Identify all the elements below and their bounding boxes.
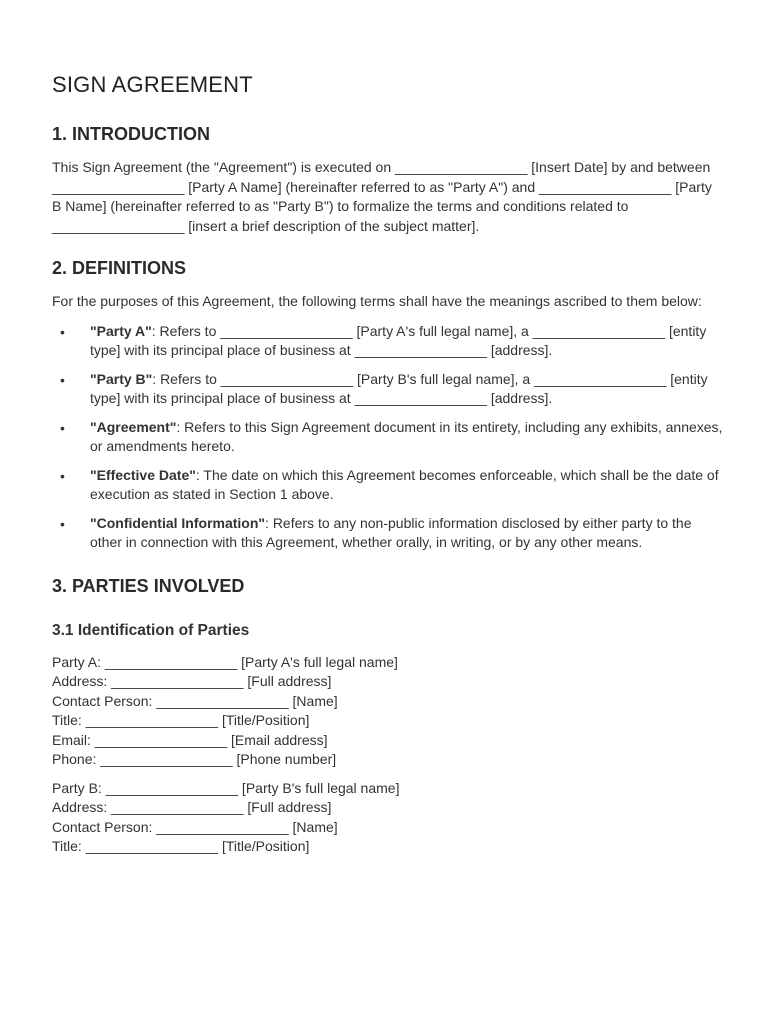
party-b-name-line: Party B: _________________ [Party B's full legal name] <box>52 779 400 796</box>
definitions-intro: For the purposes of this Agreement, the following terms shall have the meanings ascribed to them below: <box>52 293 702 309</box>
definition-text: : Refers to any non-public information disclosed by either party to the other in connection with this Agreement, whether orally, in writing, or by any other means. <box>90 514 692 550</box>
definition-text: : Refers to _________________ [Party B's full legal name], a _________________ [entity type] with its principal place of business at _________________ [address]. <box>90 370 708 406</box>
definition-term: "Confidential Information" <box>90 514 266 531</box>
document-title: SIGN AGREEMENT <box>52 72 253 97</box>
party-a-name-line: Party A: _________________ [Party A's full legal name] <box>52 653 398 670</box>
definition-item <box>52 514 724 553</box>
party-a-address-line: Address: _________________ [Full address] <box>52 673 332 689</box>
bullet-icon: • <box>60 419 65 436</box>
section-heading-parties: 3. PARTIES INVOLVED <box>52 575 245 596</box>
party-b-fields <box>52 779 770 857</box>
introduction-paragraph: This Sign Agreement (the "Agreement") is executed on _________________ [Insert Date] by and between _________________ [Party A Name] (hereinafter referred to as "Party A") and _________________ [Party B Name] (hereinafter referred to as "Party B") to formalize the terms and conditions related to _________________ [insert a brief description of the subject matter]. <box>52 159 712 234</box>
definition-item <box>52 466 724 505</box>
definition-term: "Party A" <box>90 322 152 339</box>
definition-term: "Party B" <box>90 370 153 387</box>
party-a-title-line: Title: _________________ [Title/Position] <box>52 712 310 728</box>
subsection-heading-identification: 3.1 Identification of Parties <box>52 621 250 639</box>
bullet-icon: • <box>60 515 65 532</box>
party-a-contact-line: Contact Person: _________________ [Name] <box>52 692 338 709</box>
party-a-phone-line: Phone: _________________ [Phone number] <box>52 751 337 767</box>
party-a-fields <box>52 653 770 770</box>
definition-text: : Refers to _________________ [Party A's full legal name], a _________________ [entity type] with its principal place of business at _________________ [address]. <box>90 322 707 358</box>
bullet-icon: • <box>60 371 65 388</box>
party-a-email-line: Email: _________________ [Email address] <box>52 731 328 748</box>
bullet-icon: • <box>60 323 65 340</box>
definition-term: "Effective Date" <box>90 466 196 483</box>
party-b-title-line: Title: _________________ [Title/Position] <box>52 838 310 854</box>
definition-text: : Refers to this Sign Agreement document in its entirety, including any exhibits, annexes, or amendments hereto. <box>90 418 723 454</box>
party-b-address-line: Address: _________________ [Full address] <box>52 799 332 815</box>
section-heading-definitions: 2. DEFINITIONS <box>52 258 187 278</box>
definition-term: "Agreement" <box>90 418 177 435</box>
section-heading-introduction: 1. INTRODUCTION <box>52 124 211 144</box>
definitions-list <box>52 322 724 553</box>
party-b-contact-line: Contact Person: _________________ [Name] <box>52 818 338 835</box>
bullet-icon: • <box>60 467 65 484</box>
definition-text: : The date on which this Agreement becomes enforceable, which shall be the date of execution as stated in Section 1 above. <box>90 466 719 502</box>
definition-item <box>52 370 724 409</box>
definition-item <box>52 418 724 457</box>
definition-item <box>52 322 724 361</box>
